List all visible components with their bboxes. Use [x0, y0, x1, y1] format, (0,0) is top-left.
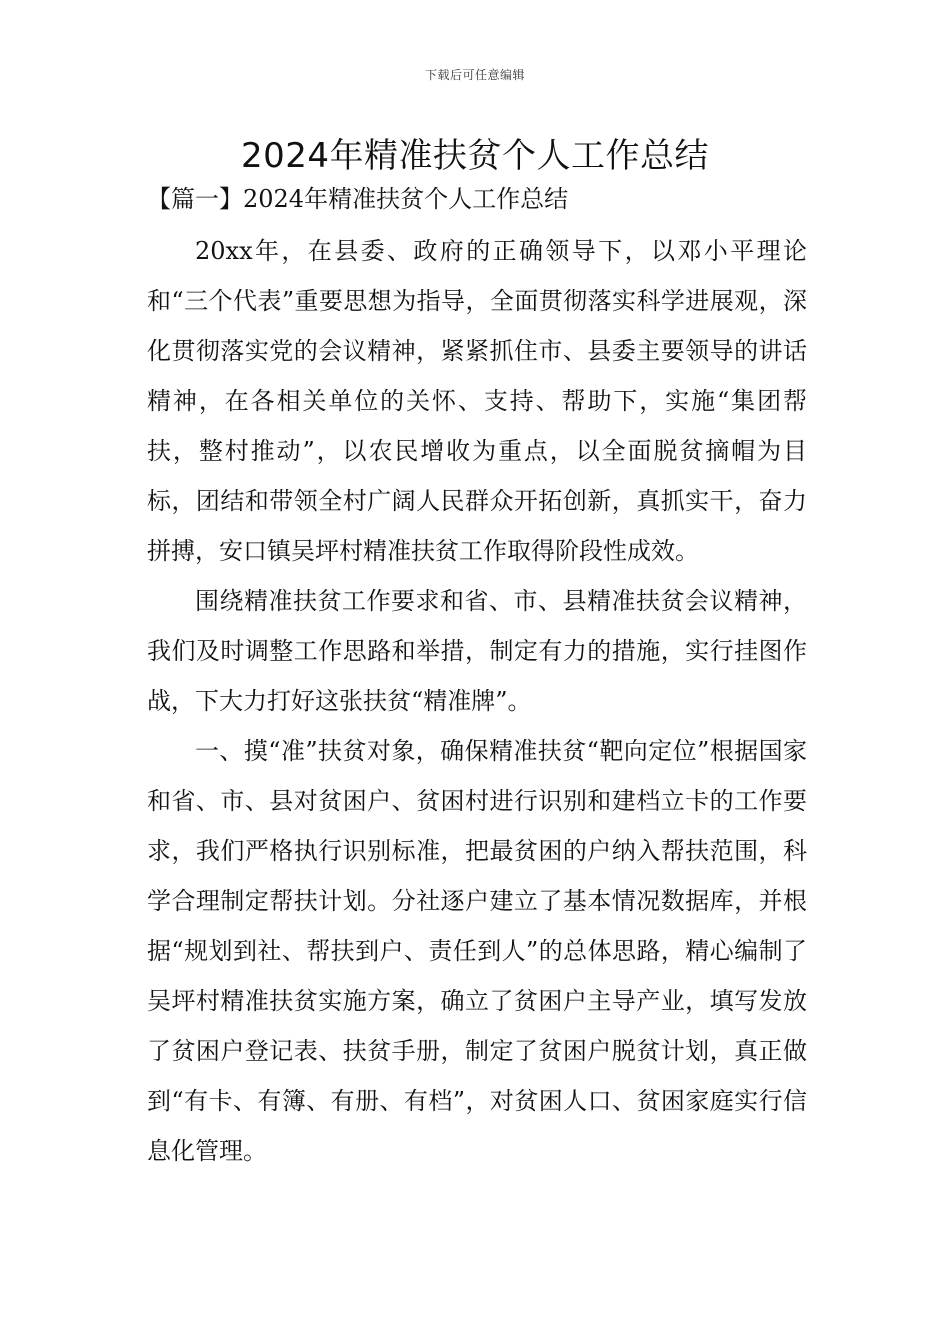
section-heading: 【篇一】2024年精准扶贫个人工作总结: [147, 185, 569, 213]
document-body: [147, 178, 807, 1176]
body-paragraph-3: 一、摸“准”扶贫对象，确保精准扶贫“靶向定位”根据国家和省、市、县对贫困户、贫困村进行识别和建档立卡的工作要求，我们严格执行识别标准，把最贫困的户纳入帮扶范围，科学合理制定帮扶计划。分社逐户建立了基本情况数据库，并根据“规划到社、帮扶到户、责任到人”的总体思路，精心编制了吴坪村精准扶贫实施方案，确立了贫困户主导产业，填写发放了贫困户登记表、扶贫手册，制定了贫困户脱贫计划，真正做到“有卡、有簿、有册、有档”，对贫困人口、贫困家庭实行信息化管理。: [147, 737, 807, 1165]
document-title: 2024年精准扶贫个人工作总结: [240, 136, 710, 176]
body-paragraph-1: 20xx年，在县委、政府的正确领导下，以邓小平理论和“三个代表”重要思想为指导，全面贯彻落实科学进展观，深化贯彻落实党的会议精神，紧紧抓住市、县委主要领导的讲话精神，在各相关单位的关怀、支持、帮助下，实施“集团帮扶，整村推动”，以农民增收为重点，以全面脱贫摘帽为目标，团结和带领全村广阔人民群众开拓创新，真抓实干，奋力拼搏，安口镇吴坪村精准扶贫工作取得阶段性成效。: [147, 237, 807, 565]
body-paragraph-2: 围绕精准扶贫工作要求和省、市、县精准扶贫会议精神，我们及时调整工作思路和举措，制定有力的措施，实行挂图作战，下大力打好这张扶贫“精准牌”。: [147, 587, 807, 715]
page-header-note: 下载后可任意编辑: [424, 68, 525, 82]
